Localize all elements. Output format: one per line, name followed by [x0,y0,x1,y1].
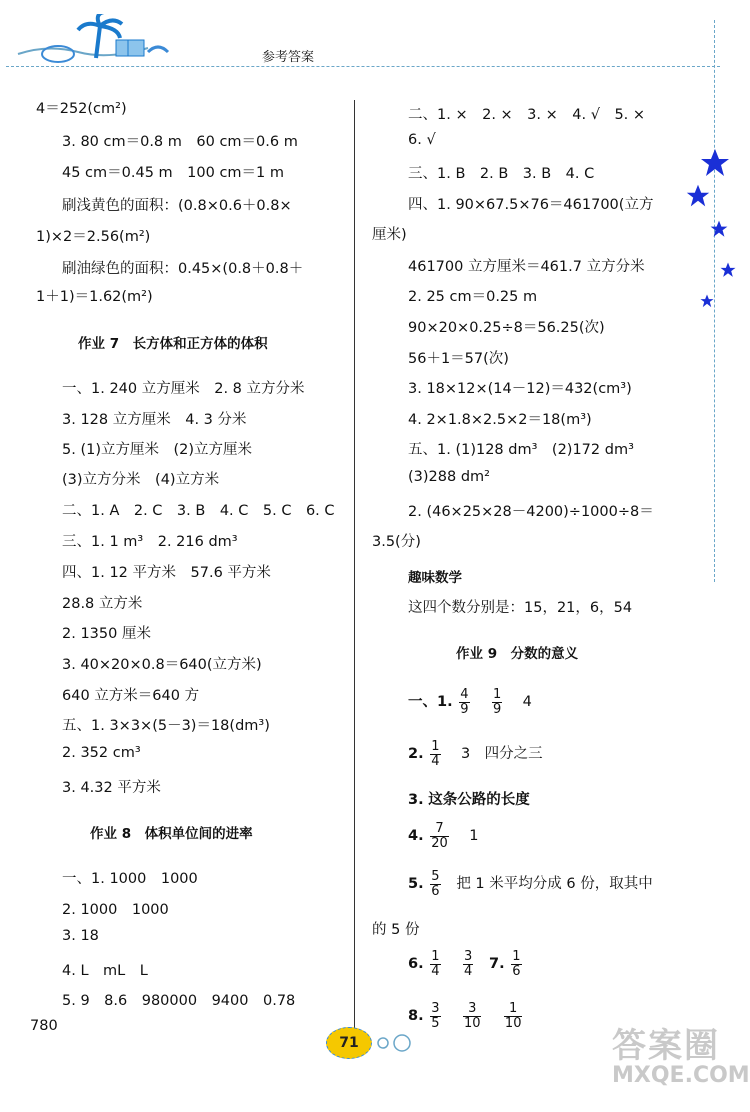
answer-line: 3. 18 [62,928,99,944]
answer-line: 二、1. × 2. × 3. × 4. √ 5. × [408,107,646,123]
answer-line: 90×20×0.25÷8＝56.25(次) [408,320,605,336]
item-number: 3. [408,792,424,808]
palm-book-logo-icon [8,14,178,64]
right-margin-rule [714,20,715,582]
fraction: $\frac{1}{6}$ [512,949,521,979]
star-decoration-icon [700,294,714,308]
fraction: $\frac{1}{9}$ [492,687,502,717]
item-number: 2. [408,746,424,763]
fraction-answer-row [408,740,543,768]
answer-line: 刷油绿色的面积：0.45×(0.8＋0.8＋ [62,261,304,277]
answer-line: 45 cm＝0.45 m 100 cm＝1 m [62,165,285,181]
item-number: 一、1. [408,694,453,711]
section-heading: 作业 8 体积单位间的进率 [90,826,253,842]
fraction-answer-row [408,688,532,716]
answer-line: 二、1. A 2. C 3. B 4. C 5. C 6. C [62,503,335,519]
answer-text: 这条公路的长度 [428,792,530,808]
fraction: $\frac{1}{4}$ [431,949,440,979]
answer-line: 2. 1000 1000 [62,902,169,918]
answer-line: 56＋1＝57(次) [408,351,509,367]
answer-line: 461700 立方厘米＝461.7 立方分米 [408,259,645,275]
star-decoration-icon [700,148,730,178]
item-number: 4. [408,828,424,845]
watermark-logo-text: 答案圈 [612,1026,720,1066]
page-number: 71 [339,1035,359,1051]
answer-line: 4. L mL L [62,963,148,979]
fraction-answer-row [408,822,478,850]
answer-line: 4. 2×1.8×2.5×2＝18(m³) [408,412,592,428]
answer-line: 5. (1)立方厘米 (2)立方厘米 [62,442,253,458]
answer-line: 2. (46×25×28－4200)÷1000÷8＝ [408,504,654,520]
watermark [612,1018,750,1088]
item-number: 7. [489,956,505,973]
star-decoration-icon [686,184,710,208]
fraction-answer-row [408,950,524,978]
answer-line: 780 [30,1018,58,1034]
fraction: $\frac{3}{10}$ [463,1001,481,1031]
answer-line: 刷浅黄色的面积：(0.8×0.6＋0.8× [62,198,292,214]
answer-text: 4 [522,694,532,711]
answer-line: 2. 352 cm³ [62,745,141,761]
answer-line: 3.5(分) [372,534,421,550]
answer-line: (3)288 dm² [408,469,490,485]
watermark-url: MXQE.COM [612,1063,750,1088]
answer-line: 2. 25 cm＝0.25 m [408,289,538,305]
answer-line: 3. 128 立方厘米 4. 3 分米 [62,412,247,428]
fraction-answer-row [408,788,530,809]
answer-line: 3. 18×12×(14－12)＝432(cm³) [408,381,632,397]
answer-line: 四、1. 12 平方米 57.6 平方米 [62,565,271,581]
star-decoration-icon [720,262,736,278]
fraction: $\frac{1}{10}$ [504,1001,522,1031]
header-logo [8,14,178,64]
fraction: $\frac{1}{4}$ [431,739,440,769]
answer-line: 3. 40×20×0.8＝640(立方米) [62,657,262,673]
answer-line: 厘米) [372,227,407,243]
section-heading: 作业 7 长方体和正方体的体积 [78,336,268,352]
answer-text: 把 1 米平均分成 6 份，取其中 [456,876,653,893]
answer-line: 一、1. 1000 1000 [62,871,198,887]
answer-text: 1 [469,828,479,845]
answer-line: 2. 1350 厘米 [62,626,151,642]
answer-line: 3. 80 cm＝0.8 m 60 cm＝0.6 m [62,134,298,150]
answer-line: 三、1. B 2. B 3. B 4. C [408,166,595,182]
answer-line: 五、1. 3×3×(5－3)＝18(dm³) [62,718,270,734]
answer-text: 3 四分之三 [460,746,543,763]
answer-line: 1)×2＝2.56(m²) [36,229,151,245]
answer-line: 四、1. 90×67.5×76＝461700(立方 [408,197,654,213]
answer-line: 这四个数分别是：15，21，6，54 [408,600,633,616]
answer-line: (3)立方分米 (4)立方米 [62,472,220,488]
answer-line: 1＋1)＝1.62(m²) [36,289,153,305]
answer-line: 的 5 份 [372,922,420,938]
fraction-answer-row [408,1002,524,1030]
answer-line: 3. 4.32 平方米 [62,780,161,796]
page-header-title: 参考答案 [262,50,315,65]
column-divider [354,100,355,1035]
answer-line: 五、1. (1)128 dm³ (2)172 dm³ [408,442,634,458]
fraction: $\frac{5}{6}$ [431,869,440,899]
answer-line: 5. 9 8.6 980000 9400 0.78 [62,993,296,1009]
section-heading: 趣味数学 [408,570,462,586]
bubble-decoration-icon [374,1032,418,1054]
fraction: $\frac{3}{5}$ [431,1001,440,1031]
section-heading: 作业 9 分数的意义 [456,646,579,662]
answer-line: 28.8 立方米 [62,596,143,612]
header-rule [6,66,720,67]
answer-line: 6. √ [408,132,436,148]
page-number-badge [326,1027,372,1059]
answer-line: 三、1. 1 m³ 2. 216 dm³ [62,534,238,550]
fraction: $\frac{4}{9}$ [460,687,469,717]
answer-line: 640 立方米＝640 方 [62,688,200,704]
fraction: $\frac{7}{20}$ [431,821,448,851]
item-number: 6. [408,956,424,973]
fraction-answer-row [408,870,653,898]
answer-line: 一、1. 240 立方厘米 2. 8 立方分米 [62,381,305,397]
fraction: $\frac{3}{4}$ [463,949,473,979]
answer-line: 4＝252(cm²) [36,101,127,117]
star-decoration-icon [710,220,728,238]
item-number: 5. [408,876,424,893]
item-number: 8. [408,1008,424,1025]
